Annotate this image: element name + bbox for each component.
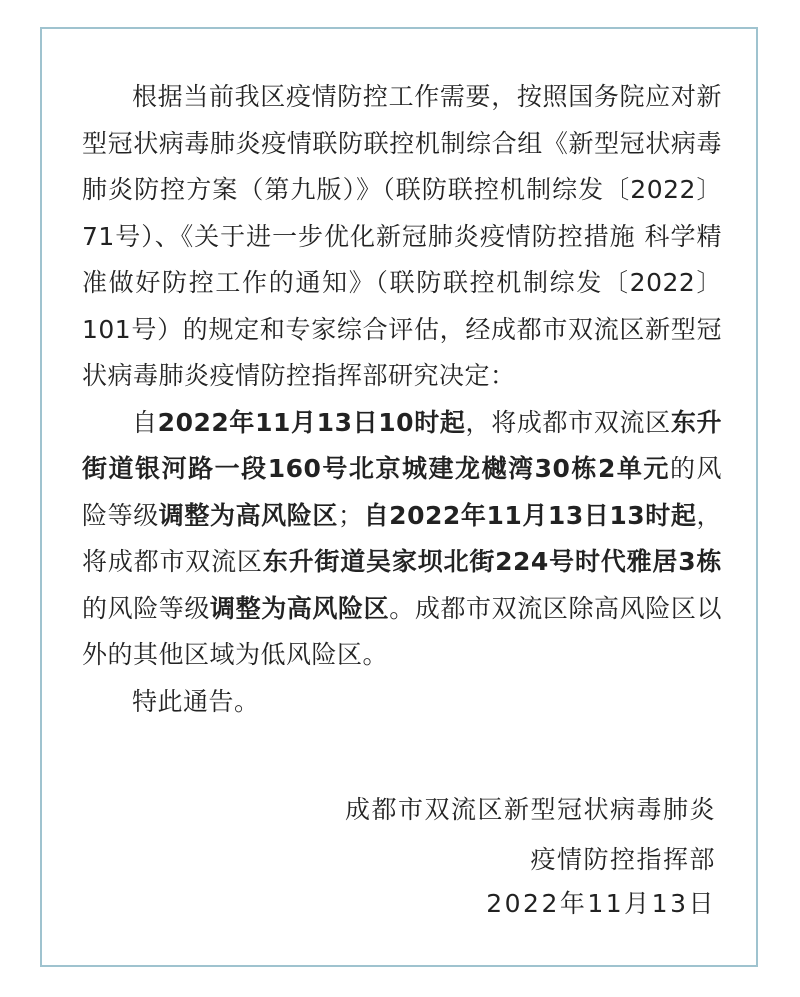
paragraph-decision bbox=[82, 400, 722, 679]
decision-text: ，将成都市双流区 bbox=[465, 407, 671, 437]
paragraph-intro: 根据当前我区疫情防控工作需要，按照国务院应对新型冠状病毒肺炎疫情联防联控机制综合组《新型冠状病毒肺炎防控方案（第九版）》（联防联控机制综发〔2022〕71号）、《关于进一步优化新冠肺炎疫情防控措施 科学精准做好防控工作的通知》（联防联控机制综发〔2022〕101号）的规定和专家综合评估，经成都市双流区新型冠状病毒肺炎疫情防控指挥部研究决定： bbox=[82, 82, 722, 390]
signature-date: 2022年11月13日 bbox=[486, 889, 716, 918]
decision-text: 自 bbox=[132, 407, 158, 437]
decision-bold-time-2: 自2022年11月13日13时起 bbox=[363, 500, 697, 530]
decision-text: 的风险等级 bbox=[82, 593, 211, 623]
document-body bbox=[82, 74, 722, 725]
decision-text: 。成都市双流区除高风险区以外的其他区域为低风险区。 bbox=[82, 593, 722, 669]
decision-bold-location-1: 东升街道银河路一段160号北京城建龙樾湾30栋2单元 bbox=[82, 407, 722, 483]
decision-bold-level-1: 调整为高风险区 bbox=[158, 500, 338, 530]
decision-text: ； bbox=[337, 500, 364, 530]
decision-bold-time-1: 2022年11月13日10时起 bbox=[157, 407, 466, 437]
decision-text: ，将成都市双流区 bbox=[82, 500, 722, 576]
closing-statement: 特此通告。 bbox=[132, 686, 260, 716]
decision-bold-level-2: 调整为高风险区 bbox=[210, 593, 390, 623]
decision-bold-location-2: 东升街道吴家坝北街224号时代雅居3栋 bbox=[262, 547, 722, 576]
signature-org-line1: 成都市双流区新型冠状病毒肺炎 bbox=[344, 795, 716, 824]
signature-org-line2: 疫情防控指挥部 bbox=[530, 845, 716, 874]
decision-text: 的风险等级 bbox=[82, 454, 722, 530]
